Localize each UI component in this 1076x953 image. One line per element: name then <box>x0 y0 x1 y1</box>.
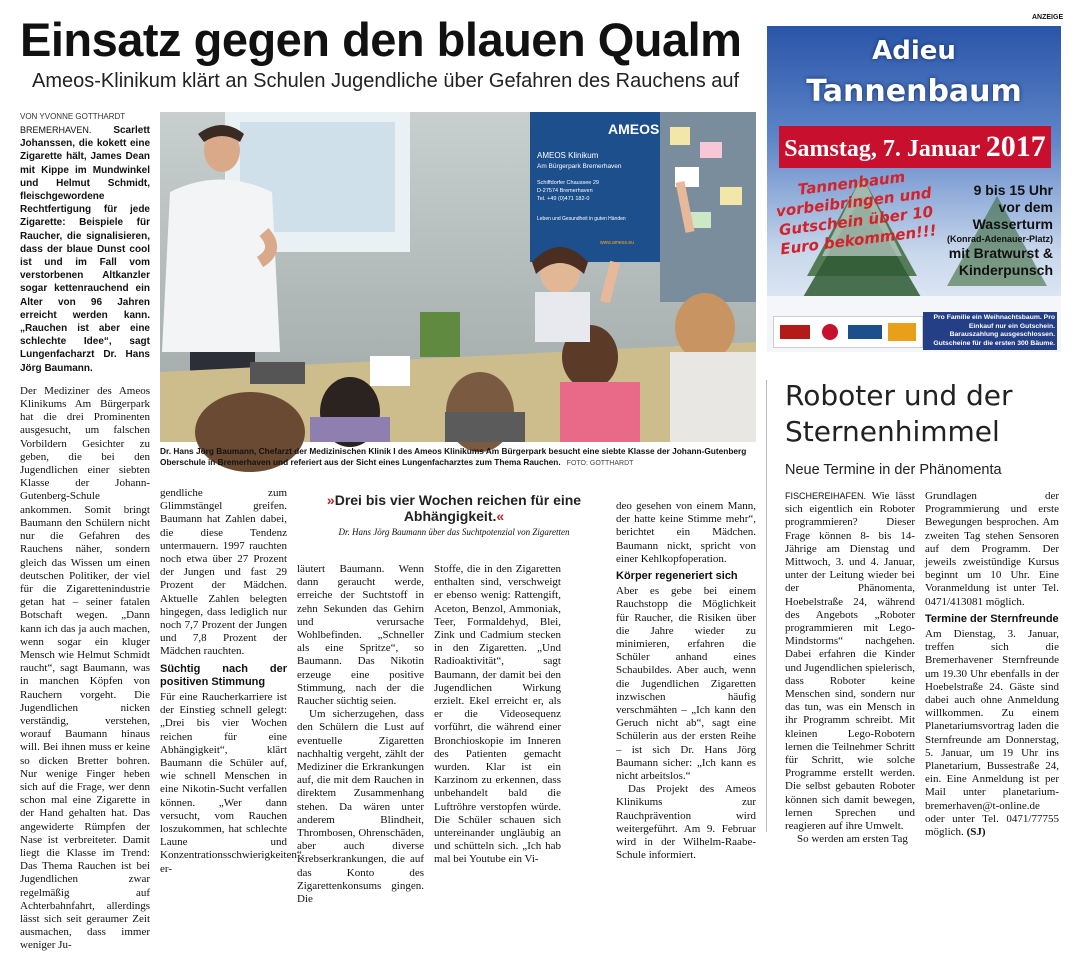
quote-close: « <box>496 508 505 524</box>
ad-label: ANZEIGE <box>1032 14 1064 21</box>
paragraph <box>925 628 1059 839</box>
ad-extra-2: Kinderpunsch <box>958 262 1053 278</box>
pull-quote-text: Drei bis vier Wochen reichen für eine Abhängigkeit. <box>334 492 582 524</box>
ad-extra-1: mit Bratwurst & <box>948 245 1053 261</box>
pull-quote-attribution: Dr. Hans Jörg Baumann über das Suchtpotenzial von Zigaretten <box>338 527 570 537</box>
ad-title-line-2: Tannenbaum <box>806 74 1022 109</box>
ad-place-1: vor dem <box>998 199 1053 215</box>
headline: Einsatz gegen den blauen Qualm <box>20 13 742 66</box>
lead-paragraph: Scarlett Johanssen, die kokett eine Zigarette hält, James Dean mit Kippe im Mundwinkel und Helmut Schmidt, fleischgewordene Rechtfertigung für jede Zigarette: Beispiele für Raucher, die signalisieren, dass der blaue Dunst cool ist und im Fall vom verstorbenen Altkanzler sogar kettenrauchend ein Alter von 96 Jahren erreicht werden kann. „Rauchen ist aber eine schlechte Idee“, sagt Lungenfacharzt Dr. Hans Jörg Baumann. <box>20 125 150 374</box>
ad-fineprint: Pro Familie ein Weihnachtsbaum. Pro Einkauf nur ein Gutschein. Barauszahlung ausgeschlossen. Gutscheine für die ersten 300 Bäume. <box>923 312 1057 350</box>
board-subtitle: Am Bürgerpark Bremerhaven <box>537 163 622 170</box>
ad-title-line-1: Adieu <box>872 36 956 66</box>
paragraph: Stoffe, die in den Zigaretten enthalten sind, verschweigt er ebenso wenig: Rattengift, Aceton, Benzol, Ammoniak, Teer, Formaldehyd, Blei, Zink und Cadmium stecken in den Zigaretten. „Und Radioaktivität“, sagt Baumann, der damit bei den Jugendlichen Wirkung erzielt. Ekel erreicht er, als er die Videosequenz vorführt, die während einer Bronchioskopie im Inneren des Patienten gemacht wurden. Klar ist ein Karzinom zu erkennen, dass unbehandelt bald die Luftröhre verstopfen würde. Die Schüler schauen sich untereinander ungläubig an und schütteln sich. „Ich hab mal bei Youtube ein Vi- <box>434 563 561 866</box>
article2-headline: Roboter und der Sternenhimmel <box>785 379 1013 448</box>
article-column-4 <box>434 563 561 866</box>
quote-open: » <box>326 492 335 508</box>
paragraph: Grundlagen der Programmierung und erste Bewegungen besprochen. Am zweiten Tag stehen Sensoren auf dem Programm. Der jeweils zweistündige Kursus beginnt um 10 Uhr. Eine Voranmeldung ist unter Tel. 0471/413081 möglich. <box>925 490 1059 608</box>
paragraph: gendliche zum Glimmstängel greifen. Baumann hat Zahlen dabei, die diese Tendenz untermauern. 1997 rauchten noch etwa über 27 Prozent der Jungen und fast 29 Prozent der Mädchen. Aktuelle Zahlen belegten hingegen, dass lediglich nur noch 7,7 Prozent der Jungen und 7,8 Prozent der Mädchen rauchten. <box>160 487 287 658</box>
article-column-3 <box>297 563 424 906</box>
article2-column-1 <box>785 490 915 846</box>
author-initials: (SJ) <box>966 826 986 839</box>
board-url: www.ameos.eu <box>600 240 634 246</box>
paragraph: Das Projekt des Ameos Klinikums zur Rauchprävention wird weitergeführt. Am 9. Februar wird in der Wilhelm-Raabe-Schule informiert. <box>616 783 756 862</box>
ad-date-year: 2017 <box>985 130 1046 163</box>
paragraph: So werden am ersten Tag <box>797 833 908 846</box>
article2-subheadline: Neue Termine in der Phänomenta <box>785 462 1002 478</box>
board-slogan: Leben und Gesundheit in guten Händen <box>537 216 626 222</box>
subheading: Körper regeneriert sich <box>616 570 738 583</box>
paragraph: Um sicherzugehen, dass den Schülern die Lust auf eventuelle Zigaretten nachhaltig vergeht, zählt der Mediziner die Erkrankungen auf, die mit dem Rauchen in direktem Zusammenhang stehen. Da wären unter anderem Blindheit, Thrombosen, Ohrenschäden, aber auch diverse Krebserkrankungen, die auf das Konto des Zigarettenkonsums gingen. Die <box>297 708 424 906</box>
article-photo <box>160 112 756 442</box>
dateline: BREMERHAVEN. <box>20 125 92 135</box>
caption-text: Dr. Hans Jörg Baumann, Chefarzt der Medizinischen Klinik I des Ameos Klinikums Am Bürgerpark besucht eine siebte Klasse der Johann-Gutenberg Oberschule in Bremerhaven und referiert aus der Sicht eines Lungenfacharztes zum Thema Rauchen. <box>160 446 747 467</box>
column-divider <box>766 380 767 832</box>
advertisement[interactable] <box>767 26 1061 352</box>
board-title: AMEOS Klinikum <box>537 151 599 160</box>
subheadline: Ameos-Klinikum klärt an Schulen Jugendliche über Gefahren des Rauchens auf <box>32 70 740 92</box>
sponsor-logos-icon <box>774 317 922 347</box>
pull-quote <box>318 492 590 537</box>
paragraph: deo gesehen von einem Mann, der hatte keine Stimme mehr“, berichtet ein Mädchen. Baumann nickt, spricht von einer Kehlkopfoperation. <box>616 500 756 565</box>
subheading: Süchtig nach der positiven Stimmung <box>160 662 287 688</box>
paragraph: läutert Baumann. Wenn dann geraucht werde, erreiche der Suchtstoff in zehn Sekunden das Gehirn und verursache Wohlbefinden. „Schneller als eine Spritze“, so Baumann. Das Nikotin erzeuge eine positive Stimmung, nach der die Raucher süchtig seien. <box>297 563 424 708</box>
paragraph: Wie lässt sich eigentlich ein Roboter programmieren? Dieser Frage können 8- bis 14-Jährige am Dienstag und Mittwoch, 3. und 4. Januar, unter der Leitung wieder bei der Phänomenta, Hoebelstraße 24, während des Angebots „Roboter programmieren mit Lego-Mindstorms“ nachgehen. Dabei erfahren die Kinder und Jugendlichen spielerisch, dass Roboter keine Menschen sind, sondern nur das tun, was ein Mensch in ihr Programm schreibt. Mit kleinen Lego-Robotern lernen die Teilnehmer Schritt für Schritt, wie solche Programme erstellt werden. Die selbst gebauten Roboter können sich damit bewegen, lernen Sprechen und reagieren auf ihre Umwelt. <box>785 490 915 833</box>
subheading: Termine der Sternfreunde <box>925 612 1059 625</box>
ad-address: (Konrad-Adenauer-Platz) <box>946 234 1053 244</box>
board-line-1: Schiffdorfer Chaussee 29 <box>537 180 599 186</box>
classroom-photo <box>160 112 756 442</box>
board-line-2: D-27574 Bremerhaven <box>537 188 593 194</box>
ad-sponsor-logos <box>773 316 923 348</box>
ad-time: 9 bis 15 Uhr <box>973 182 1053 198</box>
article2-column-2 <box>925 490 1059 839</box>
article2-dateline: FISCHEREIHAFEN. <box>785 491 867 501</box>
ad-date <box>779 126 1051 168</box>
paragraph: Aber es gebe bei einem Rauchstopp die Möglichkeit für Raucher, die Risiken über die Jahre wieder zu minimieren, erfahren die Schüler anhand eines Schaubildes. Aber auch, wenn die Jugendlichen Zigaretten inzwischen häufig verschmähten – „Ich kann den Geruch nicht ab“, sagt eine Schülerin aus der ersten Reihe – ist sich Dr. Hans Jörg Baumann sicher: „Ich kann es nicht arbeitslos.“ <box>616 585 756 783</box>
photo-caption <box>160 446 756 469</box>
article-column-5 <box>616 500 756 862</box>
ameos-banner: AMEOS <box>608 121 660 137</box>
paragraph: Der Mediziner des Ameos Klinikums Am Bürgerpark hat die drei Prominenten ausgesucht, um falschen Vorbildern Gesichter zu geben, die bei den Jugendlichen einer siebten Klasse der Johann-Gutenberg-Schule ankommen. Somit bringt Baumann den Schülern nicht nur die Gefahren des Rauchens näher, sondern gleich das Wissen um einen deutschen Politiker, der viel für die Zigarettenindustrie getan hat – seiner fatalen Botschaft wegen. „Dann kann ich das ja auch machen, wenn sogar ein kluger Mensch wie Helmut Schmidt raucht“, sagt Baumann, was in manchen Köpfen von Rauchern vorgeht. Die Jugendlichen nicken verständig, verstehen, worauf Baumann hinaus will. Bei ihnen muss er keine so dicken Bretter bohren. Nur wenige Finger heben sich auf die Frage, wer denn schon mal eine Zigarette in der Hand gehalten hat. Das angewiderte Rümpfen der Nase ist verbreiteter. Damit liegt die Klasse im Trend: Das Thema Rauchen ist bei Jugendlichen zwar regelmäßig auf Achterbahnfahrt, allerdings lässt sich seit geraumer Zeit ausmachen, dass immer weniger Ju- <box>20 384 150 952</box>
byline: VON YVONNE GOTTHARDT <box>20 112 126 121</box>
ad-date-text: Samstag, 7. Januar <box>784 136 980 162</box>
paragraph-text: Am Dienstag, 3. Januar, treffen sich die Bremerhavener Sternfreunde um 19.30 Uhr ebenfalls in der Hoebelstraße 24. Gäste sind dabei auch ohne Anmeldung willkommen. Zu einem Planetariumsvortrag laden die Sternfreunde am Donnerstag, 5. Januar, um 19 Uhr ins Planetarium, Bussestraße 24, ein. Eine Anmeldung ist per Mail unter planetarium-bremerhaven@t-online.de oder unter Tel. 0471/77755 möglich. <box>925 628 1059 839</box>
photo-credit: FOTO: GOTTHARDT <box>566 460 634 467</box>
ad-info <box>917 182 1053 279</box>
paragraph: Für eine Raucherkarriere ist der Einstieg schnell gelegt: „Drei bis vier Wochen reichen für eine Abhängigkeit“, klärt Baumann die Schüler auf, wie schnell Menschen in eine Nikotin-Sucht verfallen können. „Wer dann versucht, vom Rauchen loszukommen, hat schlechte Laune und Konzentrationsschwierigkeiten“, er- <box>160 691 305 875</box>
board-line-3: Tel. +49 (0)471 182-0 <box>537 196 590 202</box>
ad-promo: Tannenbaum vorbeibringen und Gutschein über 10 Euro bekommen!!! <box>775 167 938 259</box>
ad-place-2: Wasserturm <box>972 216 1053 232</box>
article-column-2 <box>160 487 305 875</box>
article-column-1 <box>20 124 150 952</box>
